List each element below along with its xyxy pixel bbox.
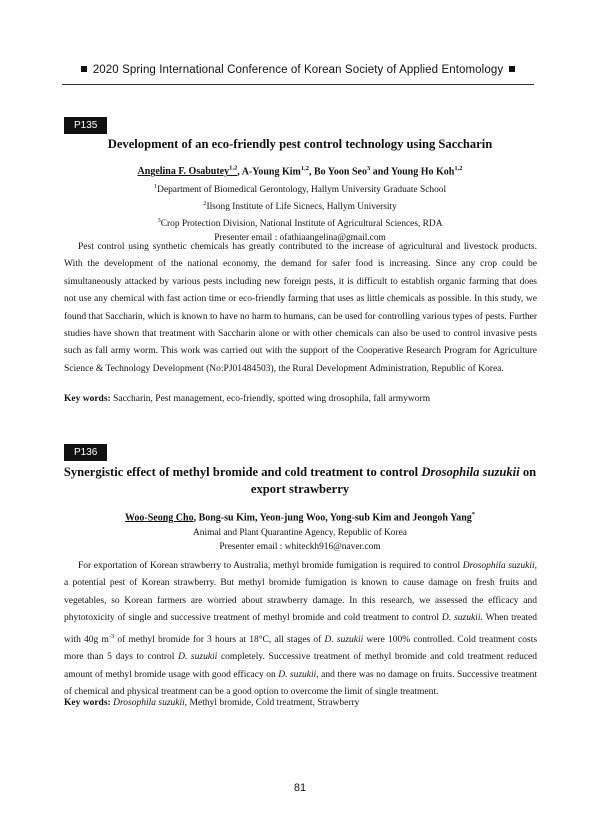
author-list: Woo-Seong Cho, Bong-su Kim, Yeon-jung Woo, Yong-sub Kim and Jeongoh Yang*: [124, 511, 476, 524]
author-name: and Young Ho Koh: [370, 166, 455, 178]
affiliation: $^2$Ilsong Institute of Life Sicnecs, Hallym University: [203, 200, 397, 213]
affiliations: [62, 180, 538, 245]
author-name: , A-Young Kim: [237, 166, 301, 178]
keyword-italic: Drosophila suzukii: [113, 698, 185, 708]
page-number: 81: [293, 782, 307, 794]
author-names: , Bong-su Kim, Yeon-jung Woo, Yong-sub Kim and Jeongoh Yang: [193, 512, 472, 524]
author-name: , Bo Yoon Seo: [309, 166, 367, 178]
conference-title: 2020 Spring International Conference of Korean Society of Applied Entomology: [92, 64, 504, 76]
keywords-line: [64, 698, 537, 708]
author-list: Angelina F. Osabutey$^{1,2}$, A-Young Kim$^{1,2}$, Bo Yoon Seo$^3$ and Young Ho Koh$^{1,2}$: [137, 165, 463, 178]
affiliation: Animal and Plant Quarantine Agency, Republic of Korea: [193, 528, 407, 538]
presenting-author: Woo-Seong Cho: [124, 512, 194, 524]
abstract-body: For exportation of Korean strawberry to Australia, methyl bromide fumigation is required to control Drosophila suzukii, a potential pest of Korean strawberry. But methyl bromide fumigation is known to cause damage on fresh fruits and vegetables, so Korean farmers are worried about strawberry damage. In this research, we assessed the efficacy and phytotoxicity of single and successive treatment of methyl bromide and cold treatment to control D. suzukii. When treated with 40g $m^{-3}$ of methyl bromide for 3 hours at 18°C, all stages of D. suzukii were 100% controlled. Cold treatment costs more than 5 days to control D. suzukii completely. Successive treatment of methyl bromide and cold treatment reduced amount of methyl bromide usage with good efficacy on D. suzukii, and there was no damage on fruits. Successive treatment of chemical and physical treatment can be a good option to overcome the limit of single treatment.: [64, 561, 538, 697]
affiliations: [62, 526, 538, 554]
abstract-id-badge: P135: [64, 117, 107, 134]
affiliation: $^1$Department of Biomedical Gerontology, Hallym University Graduate School: [153, 183, 447, 196]
presenting-author: Angelina F. Osabutey$^{1,2}$: [137, 165, 238, 178]
presenter-email: Presenter email : whiteckh916@naver.com: [219, 542, 381, 552]
abstract-title: Synergistic effect of methyl bromide and cold treatment to control Drosophila suzukii on export strawberry: [63, 465, 537, 496]
square-bullet-icon: [81, 66, 87, 72]
keywords: , Methyl bromide, Cold treatment, Strawberry: [184, 698, 360, 708]
affiliation: $^3$Crop Protection Division, National Institute of Agricultural Sciences, RDA: [157, 217, 443, 230]
keywords: Saccharin, Pest management, eco-friendly, spotted wing drosophila, fall armyworm: [113, 394, 431, 404]
keywords-line: [64, 394, 537, 404]
keywords-label: Key words:: [64, 394, 111, 404]
square-bullet-icon: [509, 66, 515, 72]
keywords-label: Key words:: [64, 698, 111, 708]
abstract-id-badge: P136: [64, 444, 107, 461]
conference-header: [62, 64, 534, 76]
header-rule: [62, 84, 534, 85]
abstract-title: Development of an eco-friendly pest control technology using Saccharin: [107, 137, 493, 151]
abstract-body: Pest control using synthetic chemicals has greatly contributed to the increase of agricultural and livestock products. With the development of the national economy, the demand for safer food is increasing. Since any crop could be simultaneously attacked by various pests including new foreign pests, it is difficult to establish organic farming that does not use any chemical with fast action time or eco-friendly farming that uses as little chemicals as possible. In this study, we found that Saccharin, which is known to have no harm to humans, can be used for controlling various types of pests. Further studies have shown that treatment with Saccharin alone or with other chemicals can also be used to control invasive pests such as fall army worm. This work was carried out with the support of the Cooperative Research Program for Agriculture Science & Technology Development (No:PJ01484503), the Rural Development Administration, Republic of Korea.: [64, 242, 537, 374]
presenter-email: Presenter email : ofathiaangelina@gmail.com: [214, 233, 386, 244]
